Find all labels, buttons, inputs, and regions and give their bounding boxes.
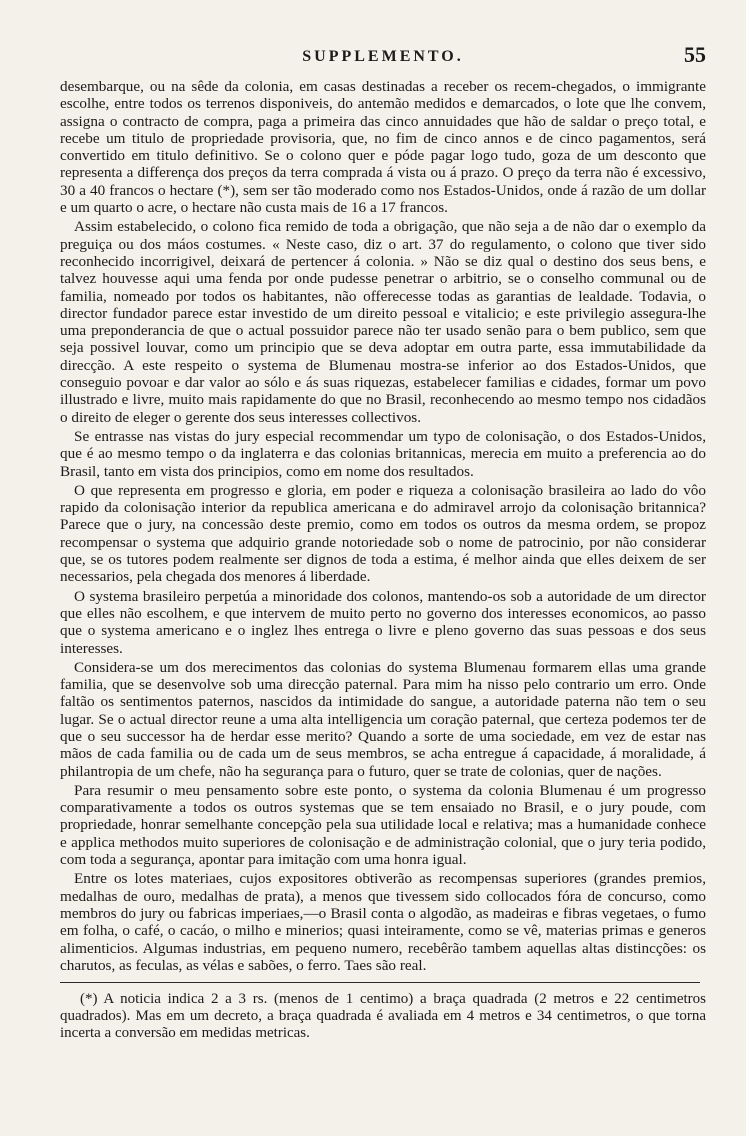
paragraph: desembarque, ou na sêde da colonia, em casas destinadas a receber os recem-chegados, o immigrante escolhe, entre todos os terrenos disponiveis, do antemão medidos e demarcados, o lote que lhe convem, assigna o contracto de compra, paga a primeira das cinco annuidades que hão de saldar o preço total, e recebe um titulo de propriedade provisoria, que, no fim de cinco annos e de cinco pagamentos, será convertido em titulo definitivo. Se o colono quer e póde pagar logo tudo, goza de um desconto que representa a differença dos preços da terra comprada á vista ou á prazo. O preço da terra não é excessivo, 30 a 40 francos o hectare (*), sem ser tão moderado como nos Estados-Unidos, onde á razão de um dollar e um quarto o acre, o hectare não custa mais de 16 a 17 francos. — [60, 78, 706, 217]
paragraph: Para resumir o meu pensamento sobre este ponto, o systema da colonia Blumenau é um progresso comparativamente a todos os outros systemas que se tem ensaiado no Brasil, e o jury poude, com propriedade, honrar semelhante concepção pela sua utilidade local e relativa; mas a humanidade conhece e applica methodos muito superiores de colonisação e de administração colonial, que o jury teria podido, com toda a segurança, apontar para imitação com uma honra igual. — [60, 781, 706, 869]
footnote: (*) A noticia indica 2 a 3 rs. (menos de 1 centimo) a braça quadrada (2 metros e 22 centimetros quadrados). Mas em um decreto, a braça quadrada é avaliada em 4 metros e 34 centimetros, o que torna incerta a conversão em medidas metricas. — [60, 991, 706, 1042]
body-text — [60, 78, 706, 974]
page-number: 55 — [684, 42, 706, 67]
paragraph: Considera-se um dos merecimentos das colonias do systema Blumenau formarem ellas uma grande familia, que se desenvolve sob uma direcção paternal. Para mim ha nisso pelo contrario um erro. Onde faltão os sentimentos paternos, nascidos da intimidade do sangue, a autoridade paterna não tem o seu lugar. Se o actual director reune a uma alta intelligencia um coração paternal, que certeza podemos ter de que o seu successor ha de herdar esse merito? Quando a sorte de uma sociedade, em vez de estar nas mãos de cada familia ou de cada um de seus membros, se acha entregue á capacidade, á moralidade, á philantropia de um chefe, não ha segurança para o futuro, quer se trate de colonias, quer de nações. — [60, 658, 706, 780]
paragraph: O que representa em progresso e gloria, em poder e riqueza a colonisação brasileira ao lado do vôo rapido da colonisação interior da republica americana e do admiravel arrojo da colonisação britannica? Parece que o jury, na concessão deste premio, como em todos os outros da mesma ordem, se propoz recompensar o systema que adquirio grande notoriedade sob o nome de patrocinio, por não considerar que, se os tutores podem realmente ser dignos de toda a estima, é melhor ainda que elles deixem de ser necessarios, pela chegada dos menores á liberdade. — [60, 481, 706, 586]
paragraph: Se entrasse nas vistas do jury especial recommendar um typo de colonisação, o dos Estados-Unidos, que é ao mesmo tempo o da inglaterra e das colonias britannicas, merecia em muito a preferencia ao do Brasil, tanto em vista dos principios, como em nome dos resultados. — [60, 427, 706, 480]
page-header — [60, 42, 706, 78]
footnote-divider — [60, 982, 700, 983]
paragraph: O systema brasileiro perpetúa a minoridade dos colonos, mantendo-os sob a autoridade de um director que elles não escolhem, e que intervem de muito perto no governo dos interesses economicos, ao passo que o systema americano e o inglez lhes entrega o livre e pleno governo das suas pessoas e dos seus interesses. — [60, 587, 706, 657]
paragraph: Assim estabelecido, o colono fica remido de toda a obrigação, que não seja a de não dar o exemplo da preguiça ou dos máos costumes. « Neste caso, diz o art. 37 do regulamento, o colono que tiver sido reconhecido incorrigivel, deixará de pertencer á colonia. » Não se diz qual o destino dos seus bens, e talvez houvesse aqui uma fenda por onde pudesse penetrar o arbitrio, se o conselho communal ou de familia, nomeado por todos os habitantes, não offerecesse todas as garantias de lealdade. Todavia, o director fundador parece estar investido de um direito pessoal e vitalicio; e este privilegio assegura-lhe uma preponderancia de que o actual possuidor parece não ter usado senão para o bem publico, sem que seja possivel louvar, como um principio que se deva adoptar em outra parte, essa immutabilidade da direcção. A este respeito o systema de Blumenau mostra-se inferior ao dos Estados-Unidos, que conseguio povoar e dar valor ao sólo e ás suas riquezas, estabelecer familias e cidades, formar um povo illustrado e livre, muito mais rapidamente do que no Brasil, reconhecendo ao mesmo tempo nos cidadãos o direito de eleger o gerente dos seus interesses collectivos. — [60, 218, 706, 426]
paragraph: Entre os lotes materiaes, cujos expositores obtiverão as recompensas superiores (grandes premios, medalhas de ouro, medalhas de prata), a menos que tivessem sido collocados fóra de concurso, como membros do jury ou fabricas imperiaes,—o Brasil conta o algodão, as madeiras e fibras vegetaes, o fumo em folha, o café, o cacáo, o milho e minerios; quasi inteiramente, como se vê, materias primas e generos alimenticios. Algumas industrias, em pequeno numero, recebêrão tambem aquellas altas distincções: os charutos, as feculas, as vélas e sabões, o ferro. Taes são real. — [60, 870, 706, 974]
running-title: SUPPLEMENTO. — [302, 48, 464, 65]
